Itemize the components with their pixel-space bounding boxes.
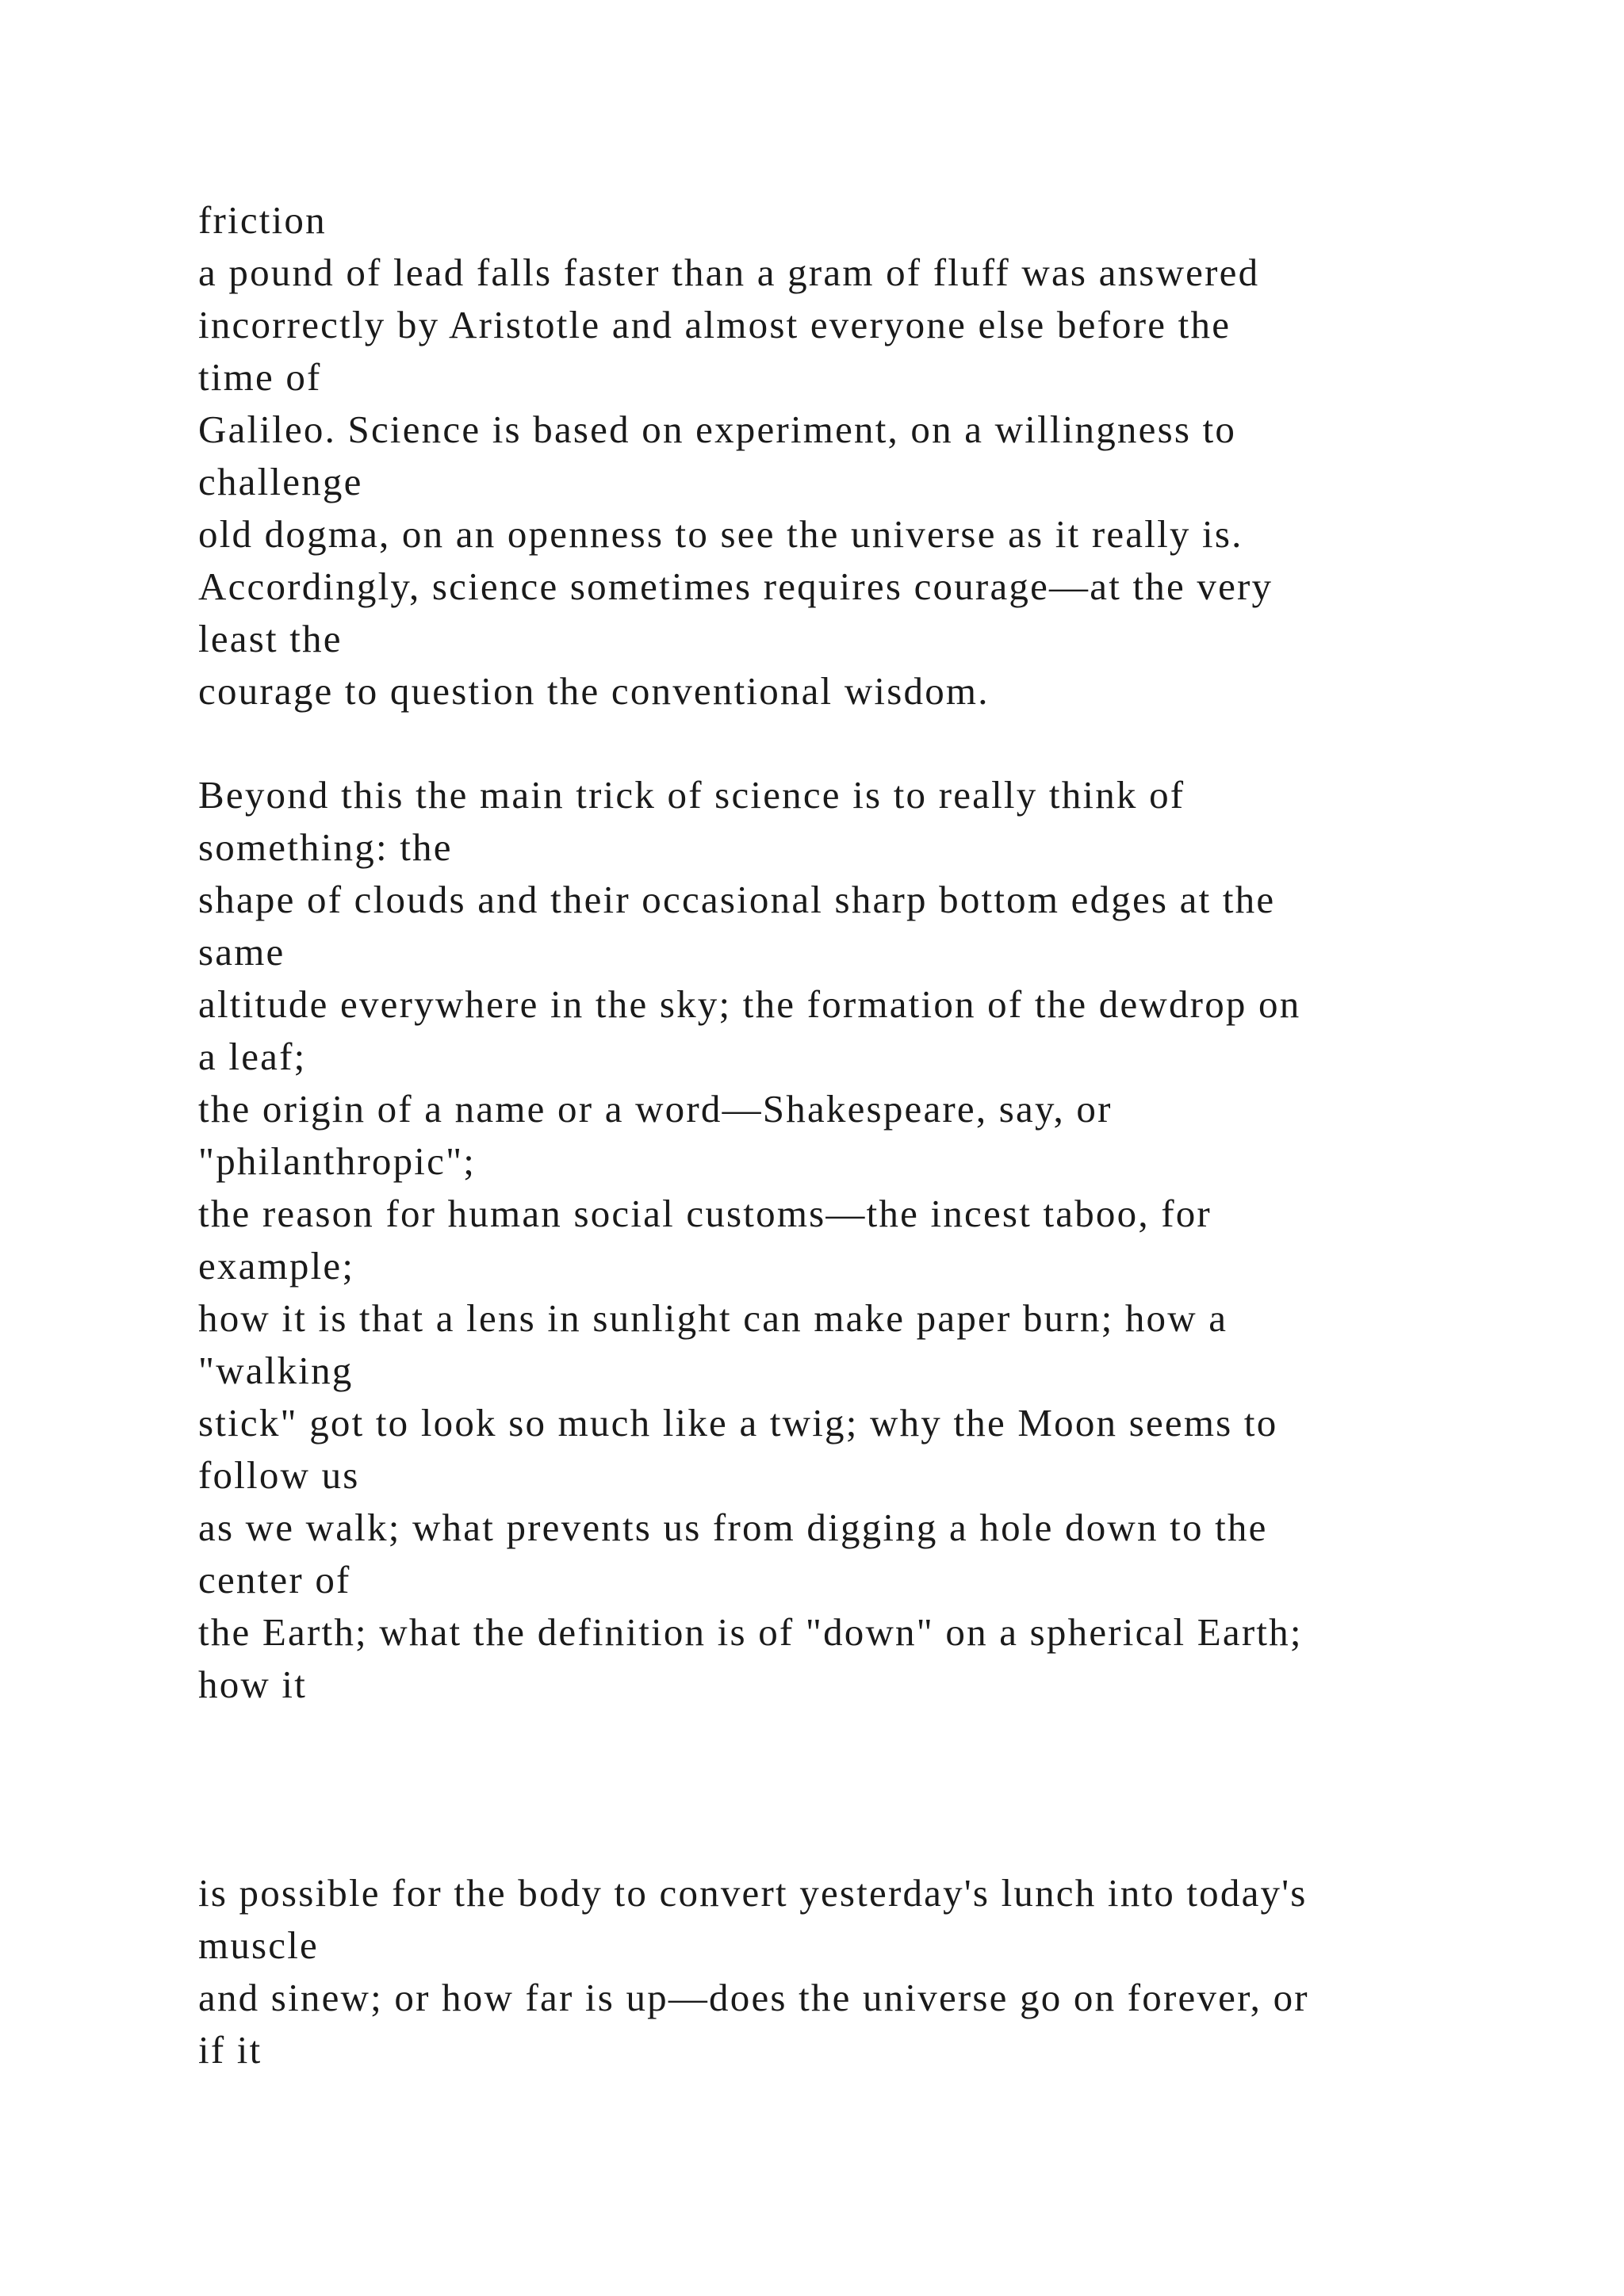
text-line: Beyond this the main trick of science is to really think of [198,773,1185,817]
text-line: the Earth; what the definition is of "down" on a spherical Earth; [198,1610,1303,1654]
text-line: "philanthropic"; [198,1139,477,1183]
text-line: a pound of lead falls faster than a gram of fluff was answered [198,251,1260,294]
text-line: follow us [198,1453,360,1497]
text-line: and sinew; or how far is up—does the universe go on forever, or [198,1976,1309,2019]
text-line: how it is that a lens in sunlight can make paper burn; how a [198,1296,1228,1340]
paragraph-2 [198,769,1303,1711]
text-line: old dogma, on an openness to see the universe as it really is. [198,512,1243,556]
text-line: shape of clouds and their occasional sharp bottom edges at the [198,878,1276,921]
text-line: time of [198,355,322,399]
text-line: Accordingly, science sometimes requires courage—at the very [198,564,1274,608]
text-line: example; [198,1244,355,1288]
text-line: the reason for human social customs—the incest taboo, for [198,1192,1212,1235]
text-line: least the [198,617,343,660]
text-line: "walking [198,1349,354,1392]
text-line: as we walk; what prevents us from digging a hole down to the [198,1506,1268,1549]
text-line: is possible for the body to convert yesterday's lunch into today's [198,1871,1308,1915]
text-line: something: the [198,825,453,869]
text-line: if it [198,2028,262,2072]
text-line: Galileo. Science is based on experiment, on a willingness to [198,408,1237,451]
text-line: muscle [198,1923,319,1967]
text-line: challenge [198,460,363,503]
paragraph-1 [198,194,1273,718]
text-line: a leaf; [198,1035,307,1078]
text-line: center of [198,1558,351,1601]
text-line: stick" got to look so much like a twig; why the Moon seems to [198,1401,1278,1445]
text-line: incorrectly by Aristotle and almost everyone else before the [198,303,1231,346]
text-line: courage to question the conventional wisdom. [198,669,990,713]
text-line: how it [198,1663,308,1706]
paragraph-3 [198,1867,1309,2076]
text-line: friction [198,198,327,242]
text-line: same [198,930,285,974]
text-line: the origin of a name or a word—Shakespeare, say, or [198,1087,1113,1131]
text-line: altitude everywhere in the sky; the formation of the dewdrop on [198,982,1301,1026]
